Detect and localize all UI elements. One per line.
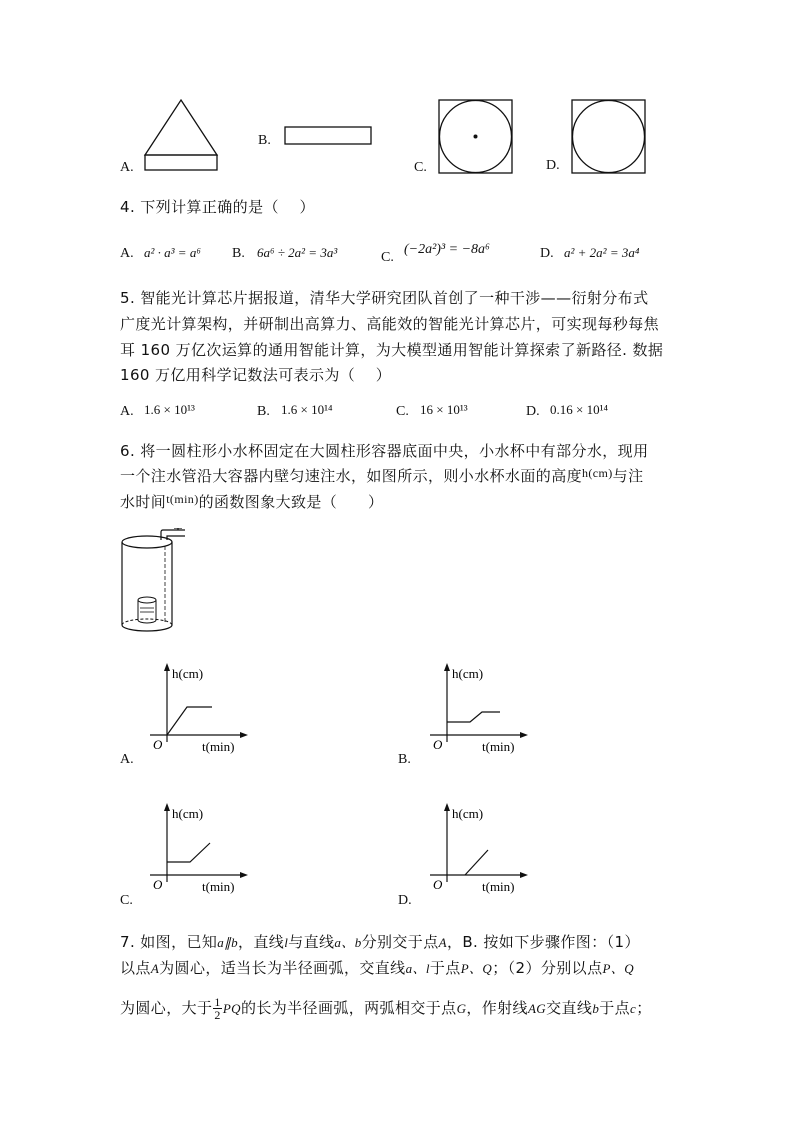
triangle-shape xyxy=(145,100,217,155)
option-d-expression: 0.16 × 10¹⁴ xyxy=(550,402,609,417)
text-segment: 7. 如图，已知 xyxy=(120,933,218,951)
math-segment: A xyxy=(150,961,160,976)
graph-b-curve xyxy=(447,712,500,722)
text-segment: 与直线 xyxy=(288,933,335,951)
graph-a xyxy=(145,660,250,755)
math-segment: PQ xyxy=(222,1001,241,1016)
graph-c-origin-label: O xyxy=(153,877,163,892)
option-a-label: A. xyxy=(120,246,134,261)
line-3-text: 水时间 xyxy=(120,493,167,511)
text-segment: 于点 xyxy=(599,999,631,1017)
math-segment: a、b xyxy=(334,935,362,950)
option-c-figure xyxy=(437,98,515,176)
math-segment: A xyxy=(438,935,447,950)
line-3-tail: 的函数图象大致是（ ） xyxy=(198,493,384,511)
option-d-figure xyxy=(570,98,648,176)
container-illustration xyxy=(115,528,200,636)
time-variable: t(min) xyxy=(166,492,199,506)
option-b-label: B. xyxy=(257,404,270,419)
fraction-one-half xyxy=(213,996,221,1021)
option-a-expression: a² · a³ = a⁶ xyxy=(144,245,201,260)
math-segment: AG xyxy=(527,1001,547,1016)
math-segment: b xyxy=(592,1001,600,1016)
text-segment: 为圆心，大于 xyxy=(120,999,213,1017)
option-b-expression: 6a⁶ ÷ 2a² = 3a³ xyxy=(257,245,338,260)
math-segment: P、Q xyxy=(602,961,634,976)
graph-a-option-label: A. xyxy=(120,752,134,767)
question-5-line-2: 广度光计算架构，并研制出高算力、高能效的智能光计算芯片，可实现每秒每焦 xyxy=(120,315,660,333)
option-d-label: D. xyxy=(546,158,560,173)
text-segment: ，直线 xyxy=(237,933,285,951)
graph-d-y-axis-label: h(cm) xyxy=(452,806,484,821)
math-segment: c xyxy=(630,1001,637,1016)
base-rectangle xyxy=(145,155,217,170)
option-c-label: C. xyxy=(381,250,394,265)
text-segment: ，作射线 xyxy=(466,999,528,1017)
graph-c-y-axis-label: h(cm) xyxy=(172,806,204,821)
center-dot xyxy=(474,135,478,139)
option-d-label: D. xyxy=(540,246,554,261)
graph-d-origin-label: O xyxy=(433,877,443,892)
fraction-denominator: 2 xyxy=(214,1008,221,1022)
text-segment: 以点 xyxy=(120,959,151,977)
option-a-expression: 1.6 × 10¹³ xyxy=(144,402,195,417)
option-a-label: A. xyxy=(120,160,134,175)
option-b-label: B. xyxy=(232,246,245,261)
option-d-label: D. xyxy=(526,404,540,419)
fraction-numerator: 1 xyxy=(214,995,221,1009)
math-segment: a∥b xyxy=(217,935,238,950)
text-segment: ； xyxy=(636,999,652,1017)
graph-a-y-axis-label: h(cm) xyxy=(172,666,204,681)
graph-d-curve xyxy=(465,850,488,875)
option-a-label: A. xyxy=(120,404,134,419)
graph-b-y-axis-label: h(cm) xyxy=(452,666,484,681)
question-6-line-2 xyxy=(120,464,643,490)
text-segment: ；（2）分别以点 xyxy=(492,959,603,977)
option-b-expression: 1.6 × 10¹⁴ xyxy=(281,402,333,417)
option-c-label: C. xyxy=(396,404,409,419)
question-6-line-1: 6. 将一圆柱形小水杯固定在大圆柱形容器底面中央，小水杯中有部分水，现用 xyxy=(120,442,649,460)
rectangle-shape xyxy=(285,127,371,144)
option-d-expression: a² + 2a² = 3a⁴ xyxy=(564,245,640,260)
height-variable: h(cm) xyxy=(582,466,613,480)
graph-b-x-axis-label: t(min) xyxy=(482,739,515,754)
graph-c-x-axis-label: t(min) xyxy=(202,879,235,894)
question-5-line-4: 160 万亿用科学记数法可表示为（ ） xyxy=(120,366,392,384)
question-6-line-3 xyxy=(120,490,383,516)
math-segment: l xyxy=(284,935,289,950)
text-segment: 为圆心，适当长为半径画弧，交直线 xyxy=(159,959,406,977)
line-2-tail: 与注 xyxy=(612,467,644,485)
question-4-stem: 4. 下列计算正确的是（ ） xyxy=(120,198,315,216)
graph-c xyxy=(145,800,250,895)
graph-a-origin-label: O xyxy=(153,737,163,752)
graph-d-x-axis-label: t(min) xyxy=(482,879,515,894)
graph-a-x-axis-label: t(min) xyxy=(202,739,235,754)
text-segment: 的长为半径画弧，两弧相交于点 xyxy=(240,999,457,1017)
line-2-text: 一个注水管沿大容器内壁匀速注水，如图所示，则小水杯水面的高度 xyxy=(120,467,583,485)
circle-shape xyxy=(573,101,645,173)
graph-d xyxy=(425,800,530,895)
question-7-line-3 xyxy=(120,996,652,1021)
graph-b-option-label: B. xyxy=(398,752,411,767)
option-c-expression: 16 × 10¹³ xyxy=(420,402,468,417)
graph-b-origin-label: O xyxy=(433,737,443,752)
option-c-label: C. xyxy=(414,160,427,175)
question-7-line-2 xyxy=(120,956,634,981)
math-segment: a、l xyxy=(405,961,430,976)
question-7-line-1 xyxy=(120,930,640,955)
graph-a-curve xyxy=(167,707,212,735)
option-b-figure xyxy=(283,125,375,147)
text-segment: 分别交于点 xyxy=(361,933,439,951)
option-a-figure xyxy=(140,95,222,175)
question-5-line-3: 耳 160 万亿次运算的通用智能计算，为大模型通用智能计算探索了新路径. 数据 xyxy=(120,341,664,359)
question-5-line-1: 5. 智能光计算芯片据报道，清华大学研究团队首创了一种干涉——衍射分布式 xyxy=(120,289,649,307)
option-c-expression: (−2a²)³ = −8a⁶ xyxy=(404,242,490,257)
graph-d-option-label: D. xyxy=(398,893,412,908)
math-segment: G xyxy=(456,1001,467,1016)
option-b-label: B. xyxy=(258,133,271,148)
graph-b xyxy=(425,660,530,755)
graph-c-curve xyxy=(167,843,210,862)
text-segment: 交直线 xyxy=(546,999,593,1017)
graph-c-option-label: C. xyxy=(120,893,133,908)
text-segment: 于点 xyxy=(429,959,461,977)
math-segment: P、Q xyxy=(460,961,493,976)
text-segment: ，B. 按如下步骤作图：（1） xyxy=(446,933,640,951)
